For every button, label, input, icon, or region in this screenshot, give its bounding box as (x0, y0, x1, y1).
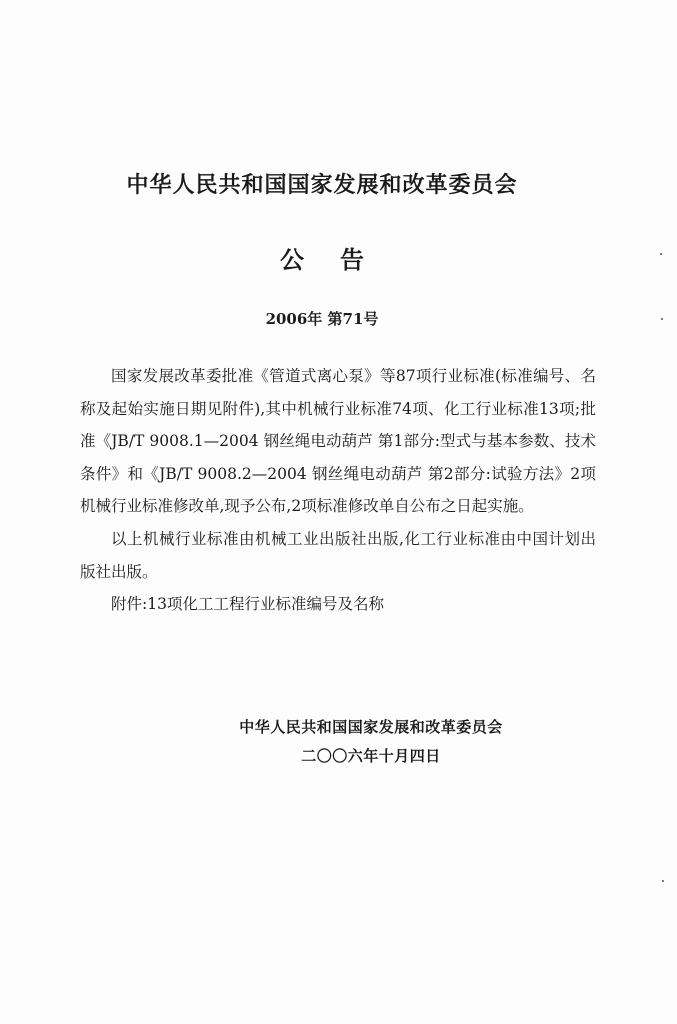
body-paragraph: 附件:13项化工工程行业标准编号及名称 (111, 595, 384, 614)
scan-speck (660, 253, 662, 255)
signature-date: 二〇〇六年十月四日 (301, 747, 441, 765)
scan-speck (661, 318, 663, 320)
scan-speck (662, 880, 664, 882)
body-paragraph: 以上机械行业标准由机械工业出版社出版,化工行业标准由中国计划出版社出版。 (80, 529, 596, 581)
signature-organization: 中华人民共和国国家发展和改革委员会 (239, 718, 503, 736)
document-title: 中华人民共和国国家发展和改革委员会 (126, 173, 518, 198)
document-body (80, 360, 596, 621)
document-subtitle: 公告 (280, 246, 400, 274)
document-number: 2006年 第71号 (265, 310, 379, 328)
body-paragraph: 国家发展改革委批准《管道式离心泵》等87项行业标准(标准编号、名称及起始实施日期见附件),其中机械行业标准74项、化工行业标准13项;批准《JB/T 9008.1—2004 钢丝绳电动葫芦 第1部分:型式与基本参数、技术条件》和《JB/T 9008.2—2004 钢丝绳电动葫芦 第2部分:试验方法》2项机械行业标准修改单,现予公布,2项标准修改单自公布之日起实施。 (80, 367, 596, 516)
